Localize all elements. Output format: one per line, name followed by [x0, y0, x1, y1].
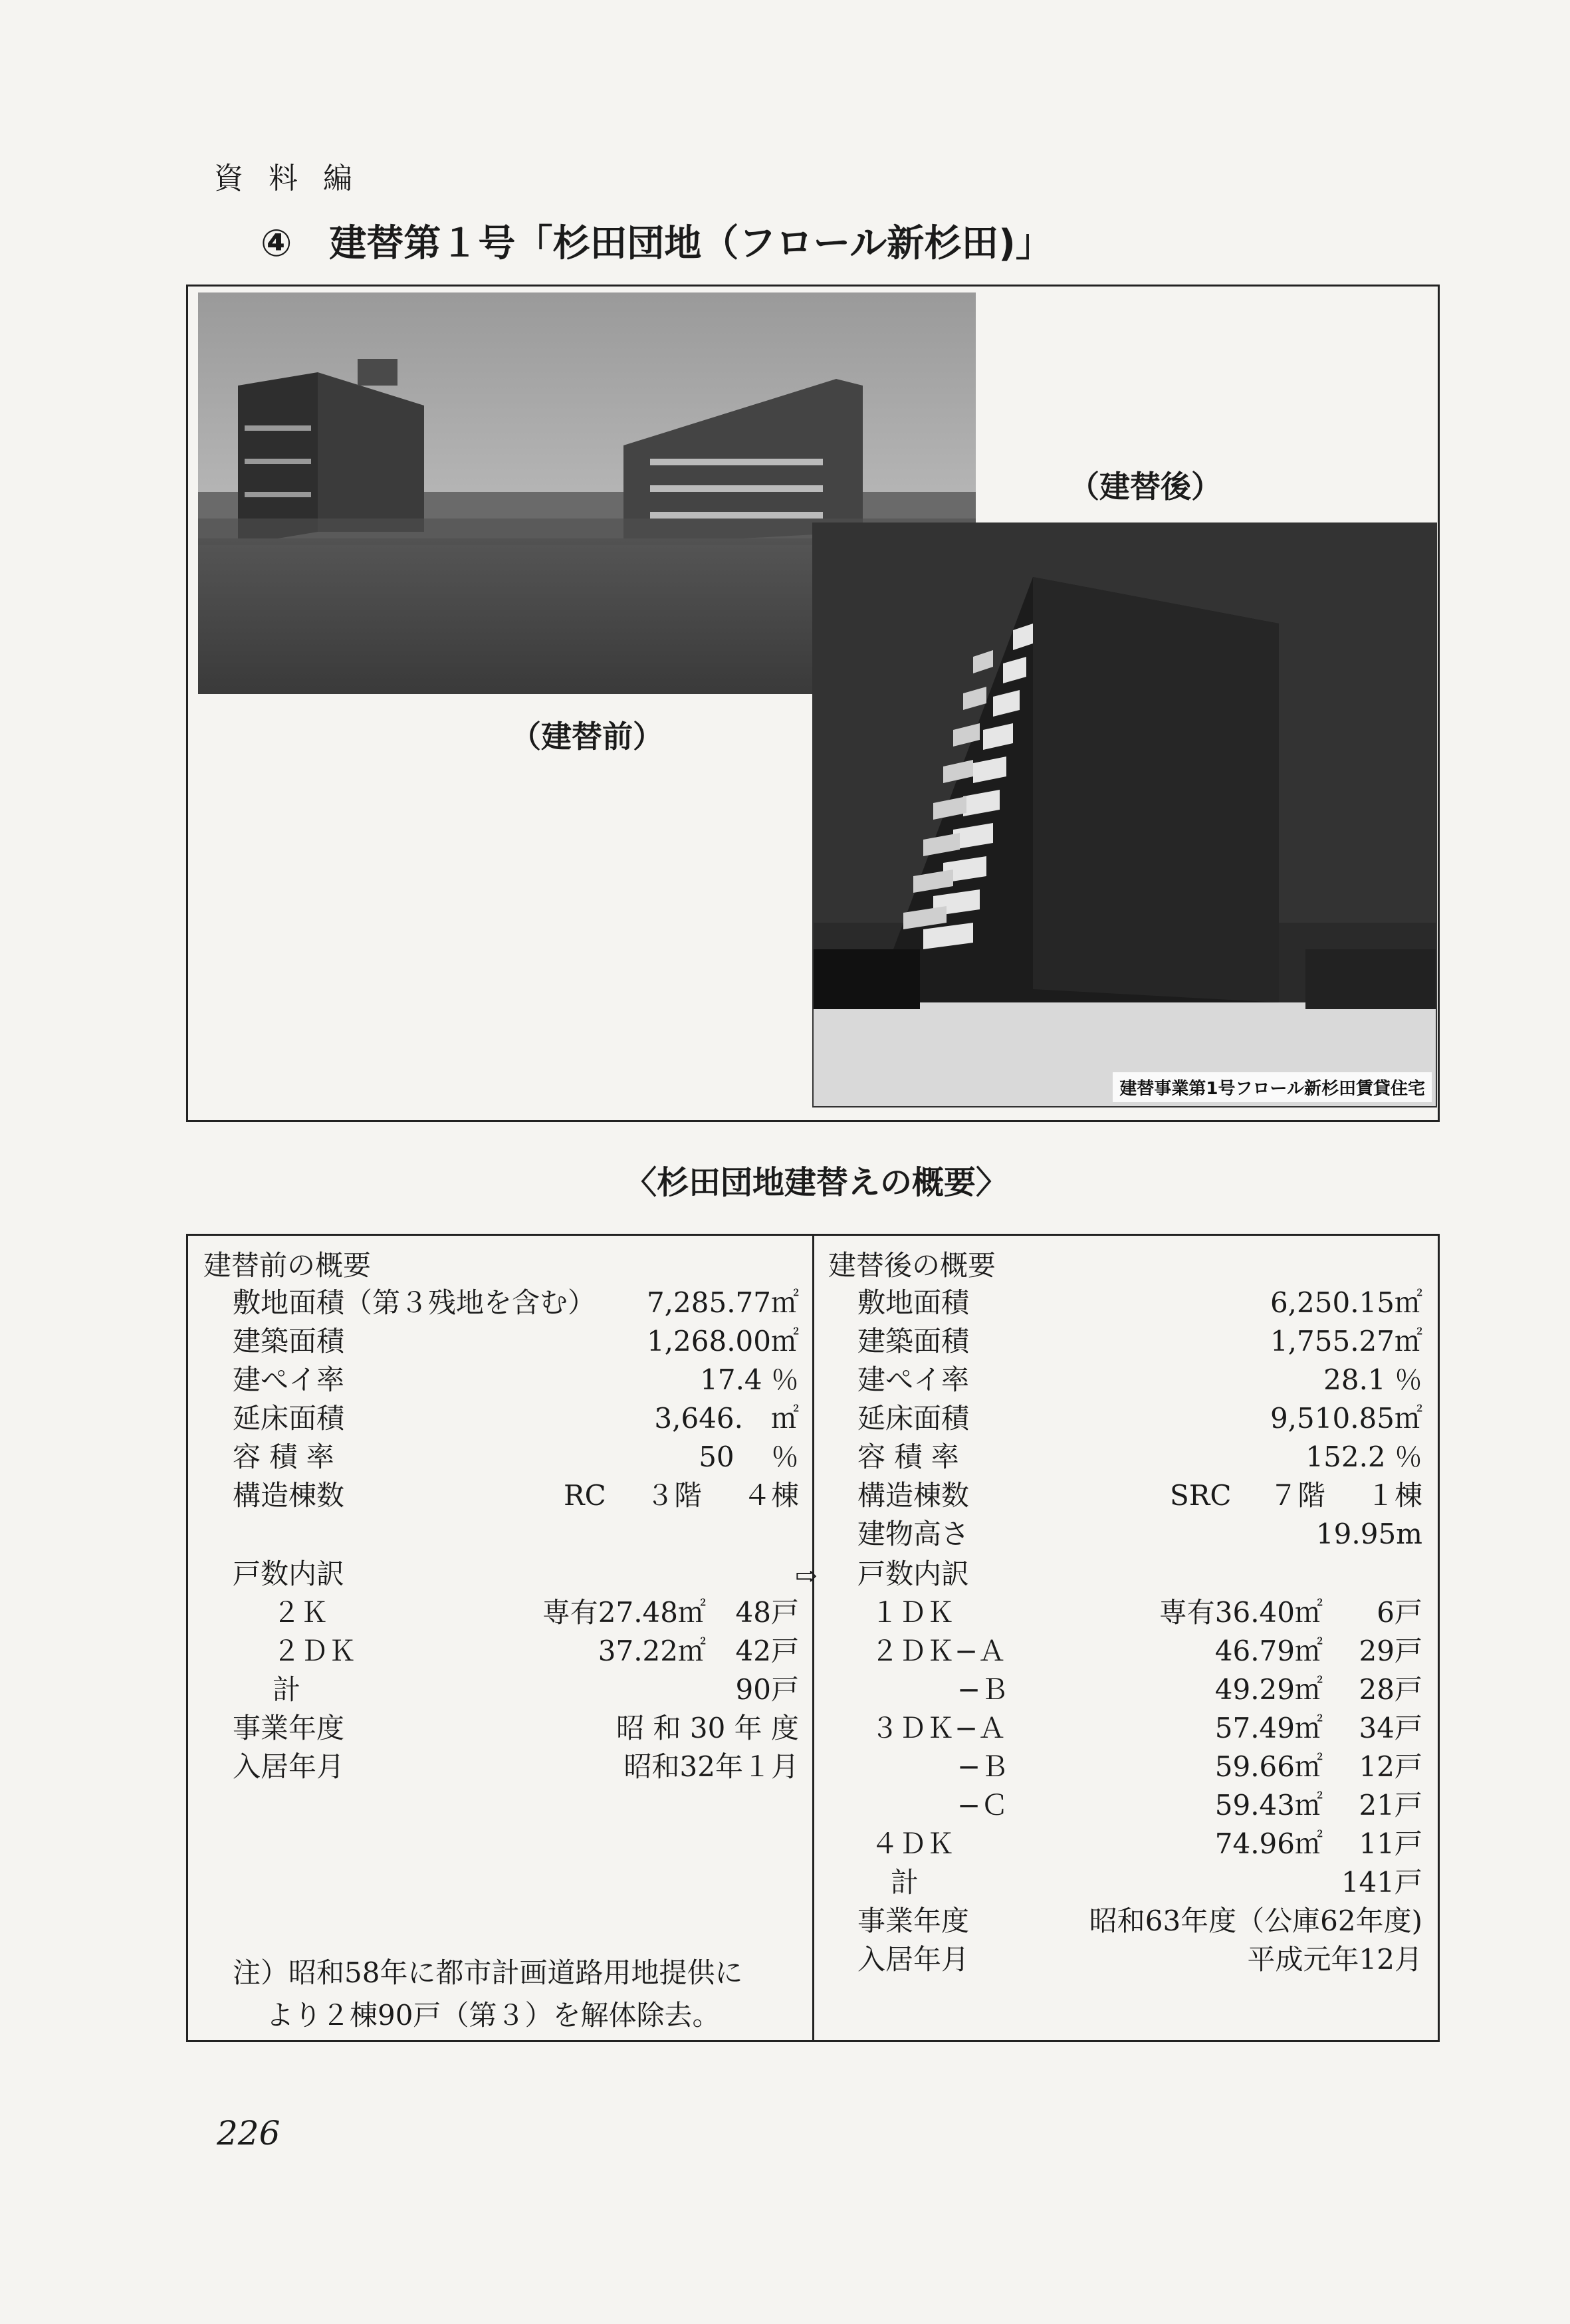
table-row: 計 141戸	[891, 1866, 1422, 1899]
table-row: −Ｂ 49.29㎡ 28戸	[957, 1673, 1422, 1706]
table-row: 容 積 率 152.2 ％	[857, 1441, 1422, 1473]
table-row: ３ＤＫ−Ａ 57.49㎡ 34戸	[871, 1712, 1422, 1744]
photo-after	[812, 523, 1437, 1107]
table-row: 構造棟数 RC ３階 ４棟	[233, 1479, 799, 1512]
arrow-icon: ⇨	[795, 1561, 818, 1591]
table-row: 構造棟数 SRC ７階 １棟	[857, 1479, 1422, 1512]
caption-after: （建替後）	[1069, 469, 1222, 505]
table-row: ２ＤＫ−Ａ 46.79㎡ 29戸	[871, 1635, 1422, 1667]
table-row: 建築面積 1,755.27㎡	[857, 1325, 1422, 1357]
caption-before: （建替前）	[510, 719, 663, 755]
table-row: ２Ｋ 専有27.48㎡ 48戸	[273, 1596, 799, 1629]
table-row: 事業年度 昭和63年度（公庫62年度)	[857, 1905, 1422, 1937]
running-header: 資 料 編	[214, 162, 360, 195]
photo-credit-overlay: 建替事業第1号フロール新杉田賃貸住宅	[1113, 1072, 1432, 1102]
table-row: 延床面積 3,646. ㎡	[233, 1402, 799, 1435]
table-row: 入居年月 平成元年12月	[857, 1943, 1422, 1976]
table-row: −Ｂ 59.66㎡ 12戸	[957, 1750, 1422, 1783]
table-row: 建ぺイ率 17.4 ％	[233, 1363, 799, 1396]
after-photo-image	[814, 524, 1436, 1106]
table-row: 容 積 率 50 ％	[233, 1441, 799, 1473]
table-row: 敷地面積（第３残地を含む） 7,285.77㎡	[233, 1286, 799, 1319]
table-row: ２ＤＫ 37.22㎡ 42戸	[273, 1635, 799, 1667]
page-number: 226	[217, 2114, 280, 2152]
footnote-line: より２棟90戸（第３）を解体除去。	[266, 1999, 721, 2032]
table-row: ４ＤＫ 74.96㎡ 11戸	[871, 1827, 1422, 1860]
table-row: 建物高さ 19.95m	[857, 1518, 1422, 1550]
section-heading: 〈杉田団地建替えの概要〉	[625, 1164, 1008, 1201]
table-row: 事業年度 昭 和 30 年 度	[233, 1712, 799, 1744]
table-divider	[812, 1234, 814, 2042]
table-row: −Ｃ 59.43㎡ 21戸	[957, 1789, 1422, 1821]
table-row: 建築面積 1,268.00㎡	[233, 1325, 799, 1357]
table-row: 計 90戸	[273, 1673, 799, 1706]
table-row: 敷地面積 6,250.15㎡	[857, 1286, 1422, 1319]
table-row: 延床面積 9,510.85㎡	[857, 1402, 1422, 1435]
page-title: ④ 建替第１号「杉田団地（フロール新杉田)」	[261, 222, 1053, 265]
table-row: １ＤＫ 専有36.40㎡ 6戸	[871, 1596, 1422, 1629]
table-row: 入居年月 昭和32年１月	[233, 1750, 799, 1783]
table-row: 建ぺイ率 28.1 ％	[857, 1363, 1422, 1396]
footnote-line: 注）昭和58年に都市計画道路用地提供に	[233, 1956, 743, 1989]
